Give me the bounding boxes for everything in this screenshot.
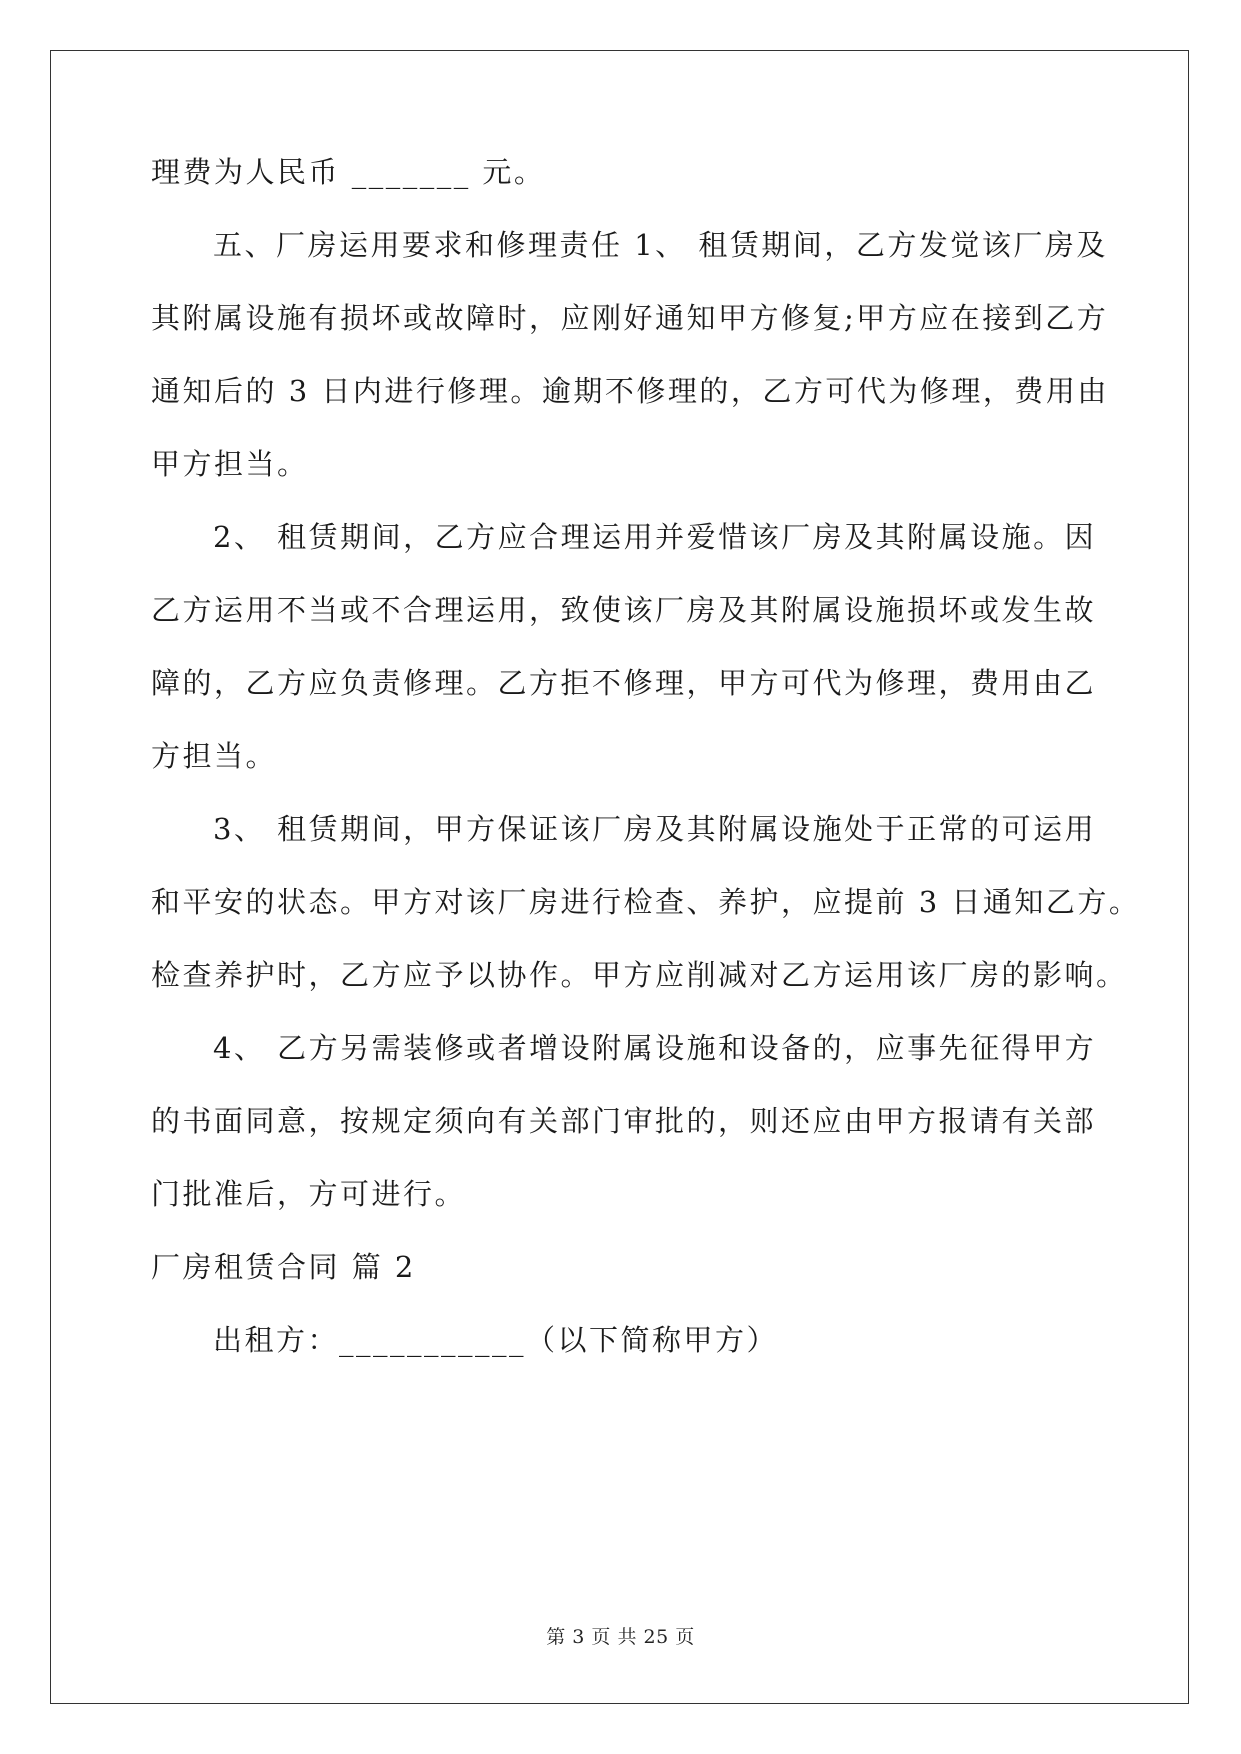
page-number-footer: 第 3 页 共 25 页 (546, 1626, 695, 1648)
paragraph-line: 和平安的状态。甲方对该厂房进行检查、养护，应提前 3 日通知乙方。 (151, 885, 1141, 919)
lessor-field-line: 出租方：___________（以下简称甲方） (213, 1323, 779, 1357)
paragraph-line: 检查养护时，乙方应予以协作。甲方应削减对乙方运用该厂房的影响。 (151, 958, 1128, 992)
clause-3-line: 3、 租赁期间，甲方保证该厂房及其附属设施处于正常的可运用 (213, 812, 1097, 846)
paragraph-line: 理费为人民币 _______ 元。 (151, 155, 546, 189)
paragraph-line: 甲方担当。 (151, 447, 309, 481)
section-title: 厂房租赁合同 篇 2 (151, 1250, 416, 1284)
paragraph-line: 乙方运用不当或不合理运用，致使该厂房及其附属设施损坏或发生故 (151, 593, 1097, 627)
paragraph-line: 门批准后，方可进行。 (151, 1177, 467, 1211)
paragraph-line: 其附属设施有损坏或故障时，应刚好通知甲方修复;甲方应在接到乙方 (151, 301, 1109, 335)
paragraph-line: 的书面同意，按规定须向有关部门审批的，则还应由甲方报请有关部 (151, 1104, 1097, 1138)
clause-4-line: 4、 乙方另需装修或者增设附属设施和设备的，应事先征得甲方 (213, 1031, 1097, 1065)
section-five-heading-line: 五、厂房运用要求和修理责任 1、 租赁期间，乙方发觉该厂房及 (213, 228, 1108, 262)
paragraph-line: 通知后的 3 日内进行修理。逾期不修理的，乙方可代为修理，费用由 (151, 374, 1109, 408)
clause-2-line: 2、 租赁期间，乙方应合理运用并爱惜该厂房及其附属设施。因 (213, 520, 1097, 554)
paragraph-line: 方担当。 (151, 739, 278, 773)
paragraph-line: 障的，乙方应负责修理。乙方拒不修理，甲方可代为修理，费用由乙 (151, 666, 1097, 700)
